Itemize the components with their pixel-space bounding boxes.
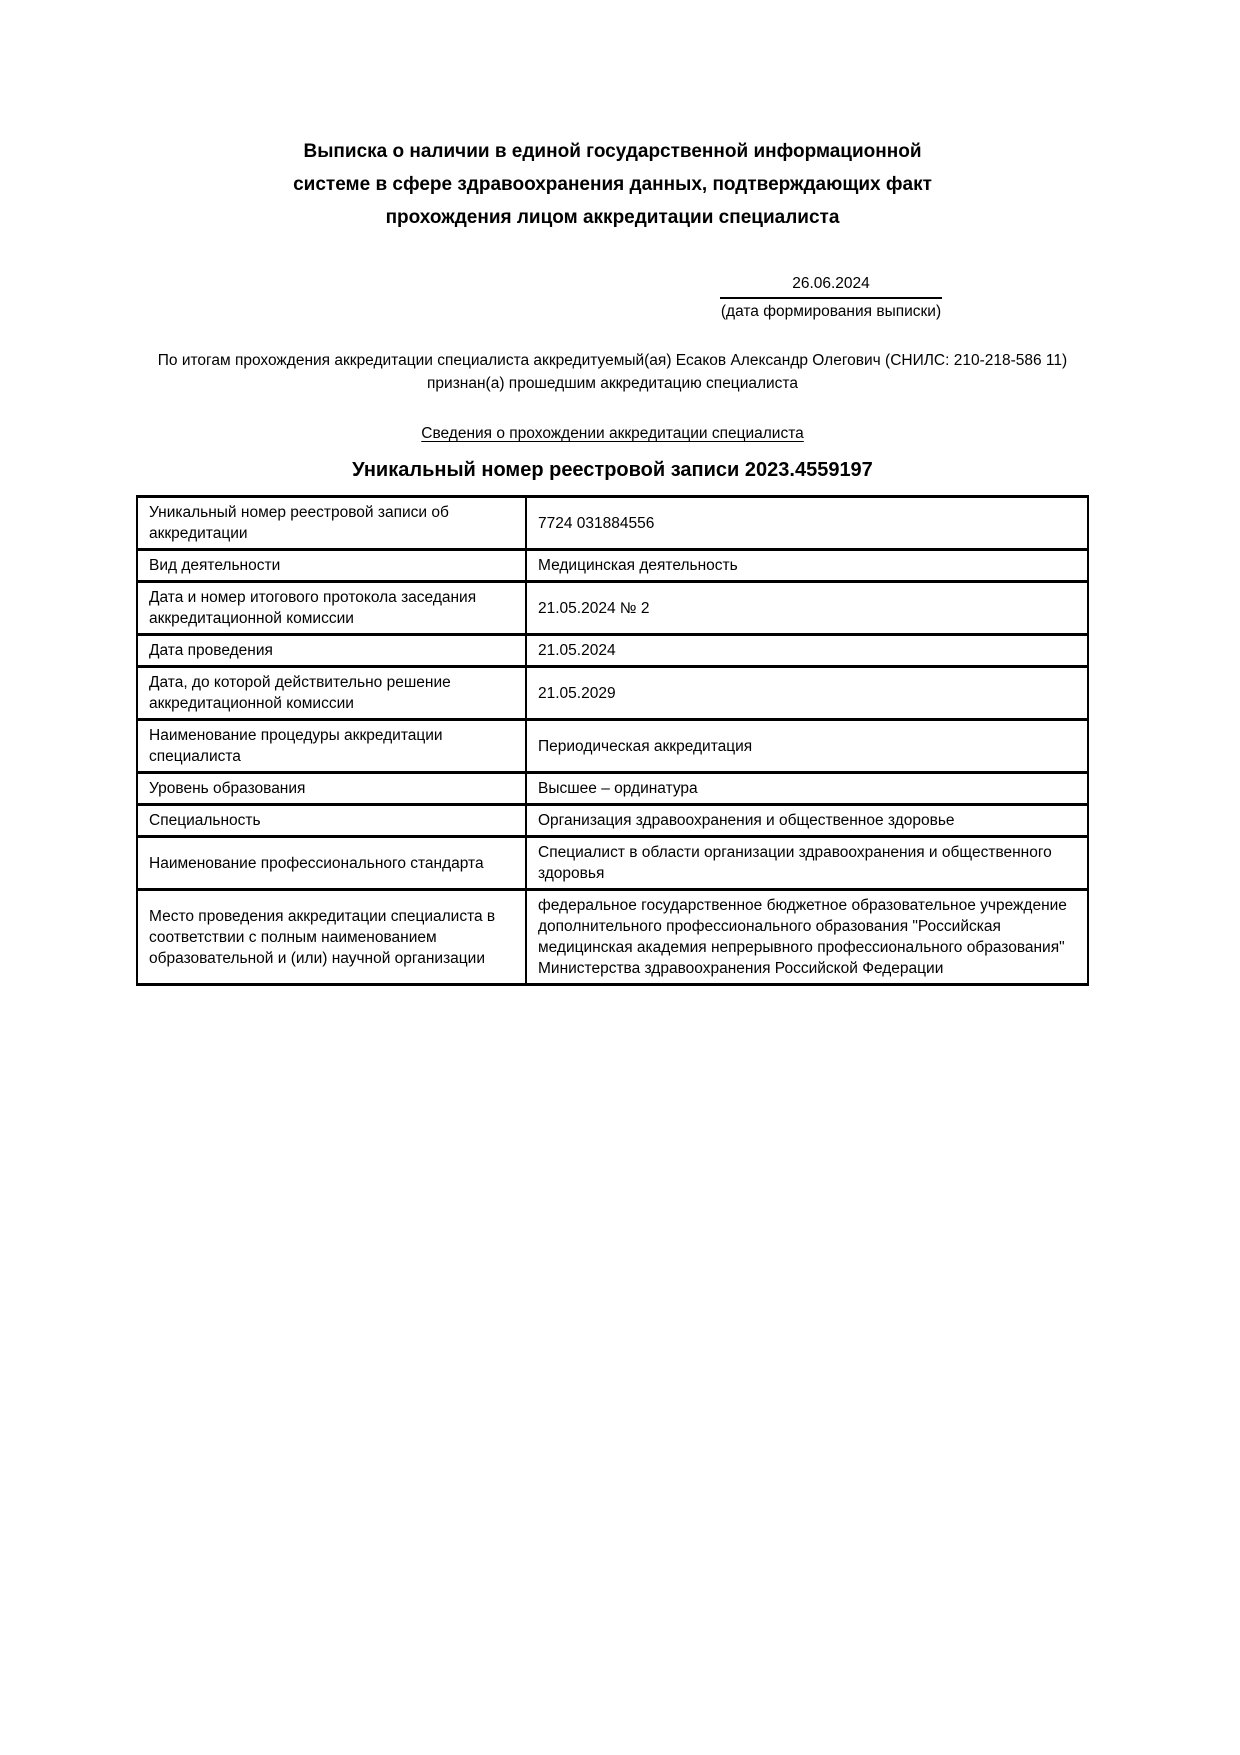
document-content: [136, 0, 1089, 986]
document-title-line: системе в сфере здравоохранения данных, подтверждающих факт: [293, 174, 932, 195]
row-value: Организация здравоохранения и общественное здоровье: [526, 805, 1088, 837]
row-value: Высшее – ординатура: [526, 773, 1088, 805]
row-value: Специалист в области организации здравоохранения и общественного здоровья: [526, 837, 1088, 890]
row-label: Уникальный номер реестровой записи об аккредитации: [137, 497, 526, 550]
row-value: Медицинская деятельность: [526, 550, 1088, 582]
row-label: Дата и номер итогового протокола заседания аккредитационной комиссии: [137, 582, 526, 635]
row-label: Наименование профессионального стандарта: [137, 837, 526, 890]
row-label: Вид деятельности: [137, 550, 526, 582]
row-value: 21.05.2024 № 2: [526, 582, 1088, 635]
row-value: 7724 031884556: [526, 497, 1088, 550]
issue-date-block: [714, 274, 948, 322]
row-label: Дата, до которой действительно решение аккредитационной комиссии: [137, 667, 526, 720]
intro-line: признан(а) прошедшим аккредитацию специалиста: [427, 375, 798, 392]
table-row: [137, 890, 1088, 985]
row-value: федеральное государственное бюджетное образовательное учреждение дополнительного профессионального образования "Российская медицинская академия непрерывного профессионального образования" Министерства здравоохранения Российской Федерации: [526, 890, 1088, 985]
row-label: Специальность: [137, 805, 526, 837]
row-label: Наименование процедуры аккредитации специалиста: [137, 720, 526, 773]
row-value: Периодическая аккредитация: [526, 720, 1088, 773]
table-row: [137, 550, 1088, 582]
document-title-line: Выписка о наличии в единой государственной информационной: [303, 141, 922, 162]
row-label: Уровень образования: [137, 773, 526, 805]
issue-date: 26.06.2024: [720, 274, 942, 299]
row-label: Дата проведения: [137, 635, 526, 667]
table-row: [137, 582, 1088, 635]
document-title-line: прохождения лицом аккредитации специалиста: [385, 207, 840, 228]
accreditation-details-table: [136, 495, 1089, 986]
table-row: [137, 773, 1088, 805]
record-number-heading: Уникальный номер реестровой записи 2023.4559197: [352, 459, 873, 481]
issue-date-caption: (дата формирования выписки): [720, 303, 942, 320]
intro-paragraph: [136, 349, 1089, 395]
row-value: 21.05.2029: [526, 667, 1088, 720]
intro-line: По итогам прохождения аккредитации специалиста аккредитуемый(ая) Есаков Александр Олегович (СНИЛС: 210-218-586 11): [157, 352, 1068, 369]
table-row: [137, 720, 1088, 773]
table-row: [137, 667, 1088, 720]
table-row: [137, 635, 1088, 667]
row-label: Место проведения аккредитации специалиста в соответствии с полным наименованием образовательной и (или) научной организации: [137, 890, 526, 985]
section-heading: Сведения о прохождении аккредитации специалиста: [421, 425, 804, 442]
table-row: [137, 837, 1088, 890]
document-title: [136, 0, 1089, 234]
row-value: 21.05.2024: [526, 635, 1088, 667]
table-row: [137, 497, 1088, 550]
table-row: [137, 805, 1088, 837]
